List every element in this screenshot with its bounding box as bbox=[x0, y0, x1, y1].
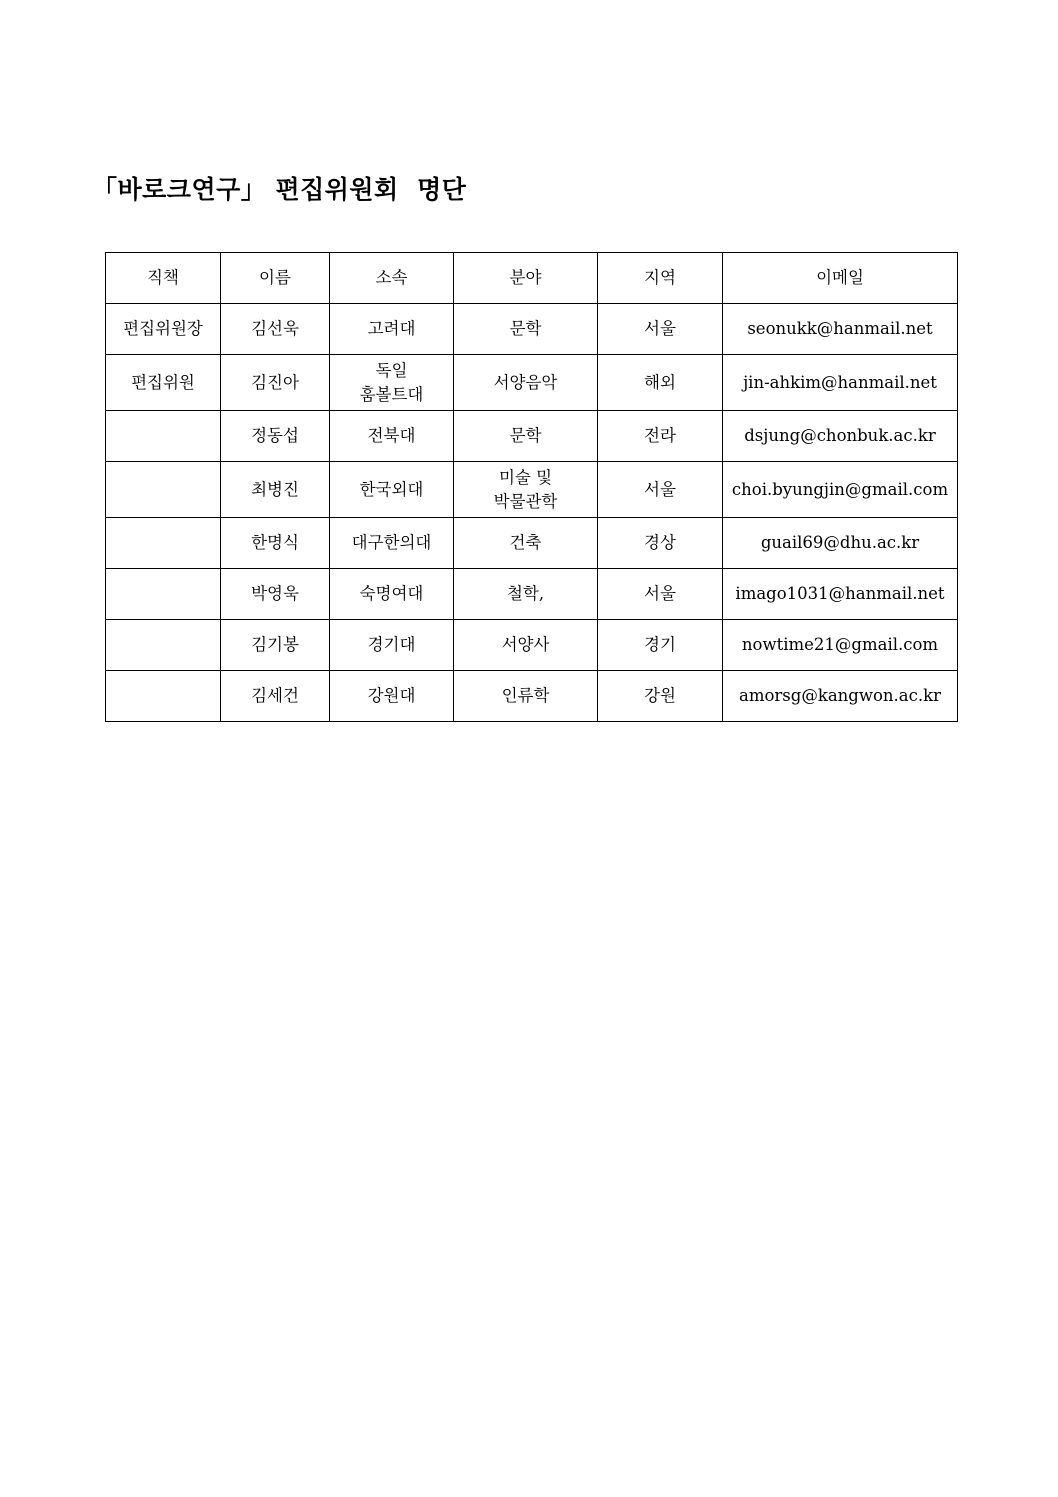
cell-region: 경상 bbox=[598, 518, 723, 569]
cell-name: 한명식 bbox=[221, 518, 330, 569]
cell-email: nowtime21@gmail.com bbox=[723, 620, 958, 671]
cell-role bbox=[106, 518, 221, 569]
cell-field-line: 미술 및 bbox=[498, 467, 553, 487]
cell-field bbox=[454, 462, 598, 518]
cell-affiliation-line: 숙명여대 bbox=[359, 584, 424, 603]
cell-field bbox=[454, 569, 598, 620]
table-row bbox=[106, 518, 958, 569]
cell-field bbox=[454, 620, 598, 671]
cell-name: 최병진 bbox=[221, 462, 330, 518]
cell-field-line: 건축 bbox=[509, 533, 542, 552]
cell-field-line: 서양음악 bbox=[493, 372, 558, 392]
cell-email: choi.byungjin@gmail.com bbox=[723, 462, 958, 518]
cell-affiliation bbox=[330, 518, 454, 569]
cell-affiliation-line: 독일 bbox=[375, 360, 408, 380]
cell-email: guail69@dhu.ac.kr bbox=[723, 518, 958, 569]
cell-role bbox=[106, 671, 221, 722]
cell-email: jin-ahkim@hanmail.net bbox=[723, 355, 958, 411]
cell-name: 박영욱 bbox=[221, 569, 330, 620]
cell-region: 서울 bbox=[598, 462, 723, 518]
cell-affiliation bbox=[330, 671, 454, 722]
cell-affiliation-line: 훔볼트대 bbox=[359, 384, 424, 404]
cell-affiliation-line: 경기대 bbox=[367, 635, 416, 654]
cell-email: amorsg@kangwon.ac.kr bbox=[723, 671, 958, 722]
table-row bbox=[106, 462, 958, 518]
cell-affiliation bbox=[330, 355, 454, 411]
cell-region: 전라 bbox=[598, 411, 723, 462]
cell-field bbox=[454, 304, 598, 355]
cell-role bbox=[106, 569, 221, 620]
cell-role: 편집위원 bbox=[106, 355, 221, 411]
table-row bbox=[106, 569, 958, 620]
cell-region: 경기 bbox=[598, 620, 723, 671]
cell-email: dsjung@chonbuk.ac.kr bbox=[723, 411, 958, 462]
cell-name: 김진아 bbox=[221, 355, 330, 411]
table-row bbox=[106, 671, 958, 722]
header-name: 이름 bbox=[221, 253, 330, 304]
header-region: 지역 bbox=[598, 253, 723, 304]
table-body bbox=[106, 304, 958, 722]
cell-email: imago1031@hanmail.net bbox=[723, 569, 958, 620]
cell-field-line: 문학 bbox=[509, 319, 542, 338]
cell-field bbox=[454, 355, 598, 411]
cell-role bbox=[106, 620, 221, 671]
cell-affiliation bbox=[330, 462, 454, 518]
header-email: 이메일 bbox=[723, 253, 958, 304]
cell-region: 강원 bbox=[598, 671, 723, 722]
cell-name: 김기봉 bbox=[221, 620, 330, 671]
table-row bbox=[106, 411, 958, 462]
cell-affiliation-line: 고려대 bbox=[367, 319, 416, 338]
cell-role: 편집위원장 bbox=[106, 304, 221, 355]
cell-field-line: 문학 bbox=[509, 426, 542, 445]
cell-affiliation-line: 강원대 bbox=[367, 686, 416, 705]
cell-region: 해외 bbox=[598, 355, 723, 411]
cell-affiliation bbox=[330, 411, 454, 462]
cell-field bbox=[454, 518, 598, 569]
cell-name: 정동섭 bbox=[221, 411, 330, 462]
cell-affiliation bbox=[330, 620, 454, 671]
cell-affiliation-line: 대구한의대 bbox=[351, 533, 432, 552]
page-title: 「바로크연구」 편집위원회 명단 bbox=[92, 175, 467, 204]
cell-affiliation bbox=[330, 304, 454, 355]
cell-name: 김세건 bbox=[221, 671, 330, 722]
header-affiliation: 소속 bbox=[330, 253, 454, 304]
cell-affiliation-line: 한국외대 bbox=[359, 479, 424, 499]
cell-email: seonukk@hanmail.net bbox=[723, 304, 958, 355]
table-header-row bbox=[106, 253, 958, 304]
cell-affiliation-line: 전북대 bbox=[367, 426, 416, 445]
table-row bbox=[106, 355, 958, 411]
cell-name: 김선욱 bbox=[221, 304, 330, 355]
cell-field-line: 철학, bbox=[506, 584, 545, 603]
header-field: 분야 bbox=[454, 253, 598, 304]
cell-role bbox=[106, 462, 221, 518]
cell-field-line: 서양사 bbox=[501, 635, 550, 654]
header-role: 직책 bbox=[106, 253, 221, 304]
editorial-board-table bbox=[105, 252, 958, 722]
cell-field bbox=[454, 411, 598, 462]
cell-region: 서울 bbox=[598, 304, 723, 355]
cell-field-line: 인류학 bbox=[501, 686, 550, 705]
cell-region: 서울 bbox=[598, 569, 723, 620]
table-row bbox=[106, 304, 958, 355]
cell-affiliation bbox=[330, 569, 454, 620]
table-row bbox=[106, 620, 958, 671]
cell-role bbox=[106, 411, 221, 462]
cell-field-line: 박물관학 bbox=[493, 491, 558, 511]
cell-field bbox=[454, 671, 598, 722]
